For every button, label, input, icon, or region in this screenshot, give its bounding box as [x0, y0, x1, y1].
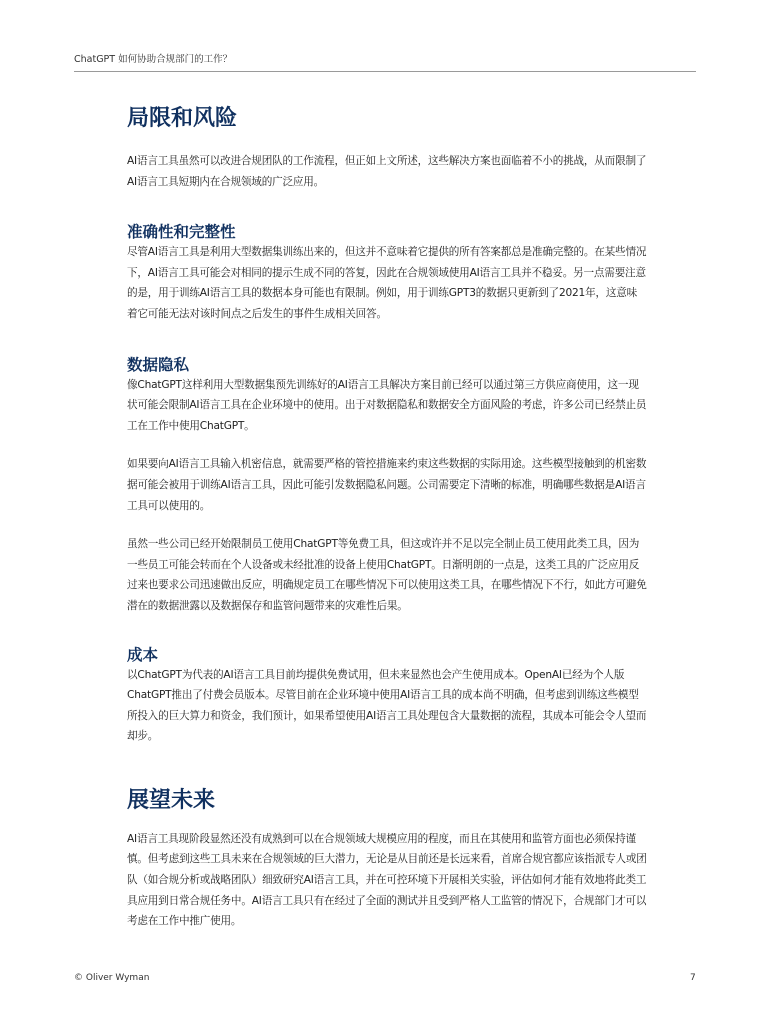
section-title-limitations: 局限和风险 — [127, 106, 238, 131]
running-header: ChatGPT 如何协助合规部门的工作？ — [74, 51, 696, 72]
section-title-outlook: 展望未来 — [127, 787, 216, 813]
accuracy-body: 尽管AI语言工具是利用大型数据集训练出来的，但这并不意味着它提供的所有答案都总是准确完整的。在某些情况下，AI语言工具可能会对相同的提示生成不同的答复，因此在合规领域使用AI语言工具并不稳妥。另一点需要注意的是，用于训练AI语言工具的数据本身可能也有限制。例如，用于训练GPT3的数据只更新到了2021年，这意味着它可能无法对该时间点之后发生的事件生成相关回答。 — [127, 246, 647, 320]
privacy-paragraph-1: 像ChatGPT这样利用大型数据集预先训练好的AI语言工具解决方案目前已经可以通过第三方供应商使用，这一现状可能会限制AI语言工具在企业环境中的使用。出于对数据隐私和数据安全方面风险的考虑，许多公司已经禁止员工在工作中使用ChatGPT。 — [127, 378, 647, 432]
privacy-paragraph-2: 如果要向AI语言工具输入机密信息，就需要严格的管控措施来约束这些数据的实际用途。这些模型接触到的机密数据可能会被用于训练AI语言工具，因此可能引发数据隐私问题。公司需要定下清晰的标准，明确哪些数据是AI语言工具可以使用的。 — [127, 458, 647, 512]
outlook-body: AI语言工具现阶段显然还没有成熟到可以在合规领域大规模应用的程度，而且在其使用和监管方面也必须保持谨慎。但考虑到这些工具未来在合规领域的巨大潜力，无论是从目前还是长远来看，首席合规官都应该指派专人或团队（如合规分析或战略团队）细致研究AI语言工具，并在可控环境下开展相关实验，评估如何才能有效地将此类工具应用到日常合规任务中。AI语言工具只有在经过了全面的测试并且受到严格人工监管的情况下，合规部门才可以考虑在工作中推广使用。 — [127, 832, 647, 928]
subsection-title-cost: 成本 — [127, 645, 159, 664]
subsection-title-accuracy: 准确性和完整性 — [127, 223, 236, 242]
main-content — [127, 105, 647, 932]
cost-body: 以ChatGPT为代表的AI语言工具目前均提供免费试用，但未来显然也会产生使用成本。OpenAI已经为个人版ChatGPT推出了付费会员版本。尽管目前在企业环境中使用AI语言工具的成本尚不明确，但考虑到训练这些模型所投入的巨大算力和资金，我们预计，如果希望使用AI语言工具处理包含大量数据的流程，其成本可能会令人望而却步。 — [127, 668, 647, 743]
footer-copyright: © Oliver Wyman — [74, 973, 150, 983]
subsection-title-privacy: 数据隐私 — [127, 355, 190, 374]
privacy-paragraph-3: 虽然一些公司已经开始限制员工使用ChatGPT等免费工具，但这或许并不足以完全制止员工使用此类工具，因为一些员工可能会转而在个人设备或未经批准的设备上使用ChatGPT。日渐明朗的一点是，这类工具的广泛应用反过来也要求公司迅速做出反应，明确规定员工在哪些情况下可以使用这类工具，在哪些情况下不行，如此方可避免潜在的数据泄露以及数据保存和监管问题带来的灾难性后果。 — [127, 538, 647, 612]
limitations-intro: AI语言工具虽然可以改进合规团队的工作流程，但正如上文所述，这些解决方案也面临着不小的挑战，从而限制了AI语言工具短期内在合规领域的广泛应用。 — [127, 155, 647, 188]
page-number: 7 — [690, 973, 696, 983]
